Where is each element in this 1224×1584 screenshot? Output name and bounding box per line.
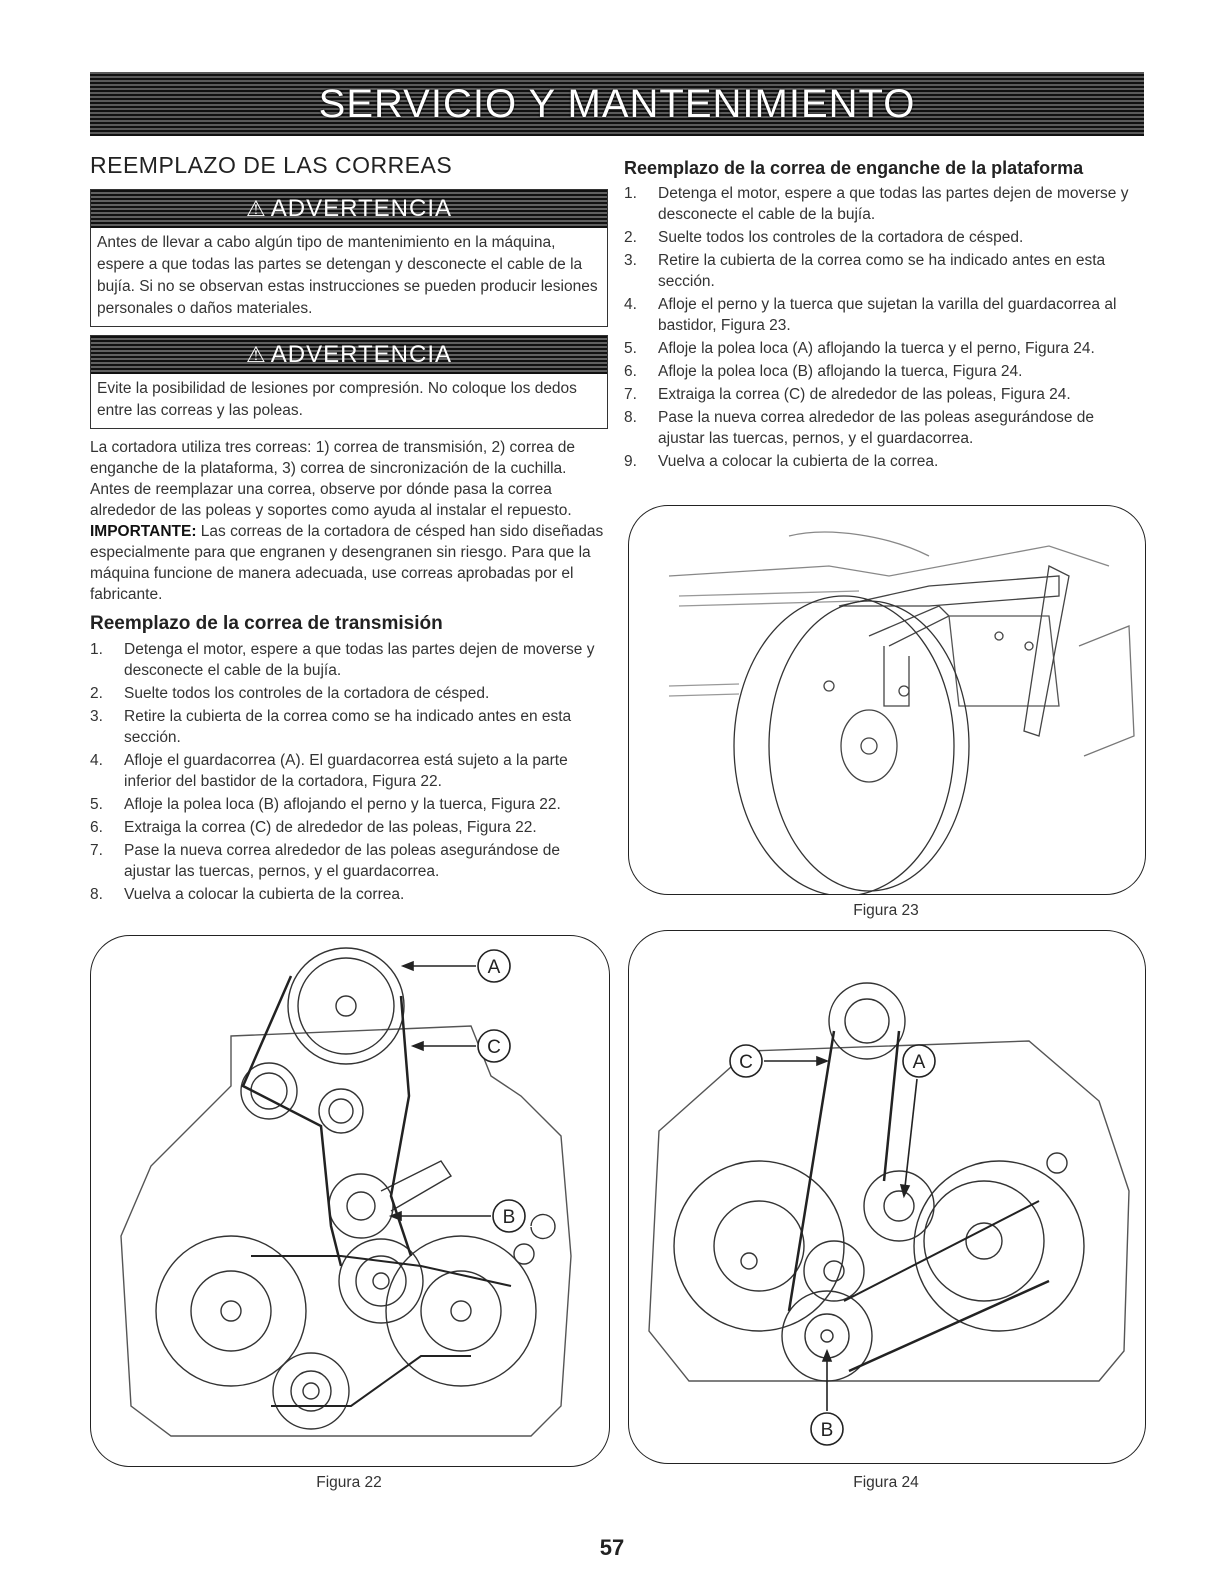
figure-23 <box>628 505 1146 895</box>
warning-label: ADVERTENCIA <box>270 341 452 368</box>
intro-paragraph: La cortadora utiliza tres correas: 1) correa de transmisión, 2) correa de enganche de la plataforma, 3) correa de sincronización de la cuchilla. Antes de reemplazar una correa, observe por dónde pasa la correa alrededor de las poleas y soportes como ayuda al instalar el repuesto. <box>90 439 576 519</box>
step-list <box>90 639 608 905</box>
right-column <box>624 158 1144 474</box>
callout-a: A <box>487 957 501 978</box>
important-paragraph <box>90 521 608 605</box>
warning-triangle-icon: ⚠ <box>246 196 267 221</box>
list-item: 4. Afloje el perno y la tuerca que sujetan la varilla del guardacorrea al bastidor, Figura 23. <box>624 296 1117 334</box>
callout-c: C <box>487 1037 501 1058</box>
important-label: IMPORTANTE: <box>90 523 197 540</box>
list-item: 6. Extraiga la correa (C) de alrededor de las poleas, Figura 22. <box>90 819 537 836</box>
subsection-title: Reemplazo de la correa de transmisión <box>90 613 443 634</box>
figure-24 <box>628 930 1146 1464</box>
warning-text: Antes de llevar a cabo algún tipo de mantenimiento en la máquina, espere a que todas las partes se detengan y desconecte el cable de la bujía. Si no se observan estas instrucciones se pueden producir lesiones personales o daños materiales. <box>97 234 598 317</box>
figure-23-caption: Figura 23 <box>853 902 919 919</box>
callout-b: B <box>820 1420 834 1441</box>
important-text: Las correas de la cortadora de césped han sido diseñadas especialmente para que engranen y desengranen sin riesgo. Para que la máquina funcione de manera adecuada, use correas aprobadas por el fabricante. <box>90 523 604 603</box>
list-item: 2. Suelte todos los controles de la cortadora de césped. <box>624 229 1024 246</box>
warning-box-2 <box>90 335 608 429</box>
subsection-title: Reemplazo de la correa de enganche de la plataforma <box>624 158 1084 178</box>
list-item: 3. Retire la cubierta de la correa como se ha indicado antes en esta sección. <box>624 252 1106 290</box>
list-item: 3. Retire la cubierta de la correa como se ha indicado antes en esta sección. <box>90 708 572 746</box>
step-list <box>624 183 1144 472</box>
warning-bar <box>91 336 607 374</box>
list-item: 5. Afloje la polea loca (B) aflojando el perno y la tuerca, Figura 22. <box>90 796 561 813</box>
list-item: 9. Vuelva a colocar la cubierta de la correa. <box>624 453 939 470</box>
callout-a: A <box>912 1052 926 1073</box>
list-item: 6. Afloje la polea loca (B) aflojando la tuerca, Figura 24. <box>624 363 1023 380</box>
transmission-belt-illustration <box>91 936 609 1466</box>
list-item: 7. Pase la nueva correa alrededor de las poleas asegurándose de ajustar las tuercas, pernos, y el guardacorrea. <box>90 842 561 880</box>
list-item: 8. Pase la nueva correa alrededor de las poleas asegurándose de ajustar las tuercas, pernos, y el guardacorrea. <box>624 409 1095 447</box>
left-column <box>90 152 608 907</box>
list-item: 1. Detenga el motor, espere a que todas las partes dejen de moverse y desconecte el cable de la bujía. <box>624 185 1129 223</box>
header-banner <box>90 72 1144 136</box>
wheel-bracket-illustration <box>629 506 1145 894</box>
warning-triangle-icon: ⚠ <box>246 342 267 367</box>
list-item: 4. Afloje el guardacorrea (A). El guardacorrea está sujeto a la parte inferior del bastidor de la cortadora, Figura 22. <box>90 752 568 790</box>
warning-label: ADVERTENCIA <box>270 195 452 222</box>
list-item: 5. Afloje la polea loca (A) aflojando la tuerca y el perno, Figura 24. <box>624 340 1095 357</box>
warning-text: Evite la posibilidad de lesiones por compresión. No coloque los dedos entre las correas y las poleas. <box>97 380 577 419</box>
callout-b: B <box>502 1207 516 1228</box>
callout-c: C <box>739 1052 753 1073</box>
warning-bar <box>91 190 607 228</box>
list-item: 1. Detenga el motor, espere a que todas las partes dejen de moverse y desconecte el cable de la bujía. <box>90 641 595 679</box>
section-title: REEMPLAZO DE LAS CORREAS <box>90 152 453 178</box>
list-item: 2. Suelte todos los controles de la cortadora de césped. <box>90 685 490 702</box>
warning-box-1 <box>90 189 608 327</box>
figure-24-caption: Figura 24 <box>853 1474 919 1491</box>
list-item: 8. Vuelva a colocar la cubierta de la correa. <box>90 886 405 903</box>
page-title: SERVICIO Y MANTENIMIENTO <box>318 81 916 126</box>
list-item: 7. Extraiga la correa (C) de alrededor de las poleas, Figura 24. <box>624 386 1071 403</box>
figure-22 <box>90 935 610 1467</box>
deck-belt-illustration <box>629 931 1145 1463</box>
page-number: 57 <box>599 1535 625 1560</box>
figure-22-caption: Figura 22 <box>316 1474 382 1491</box>
